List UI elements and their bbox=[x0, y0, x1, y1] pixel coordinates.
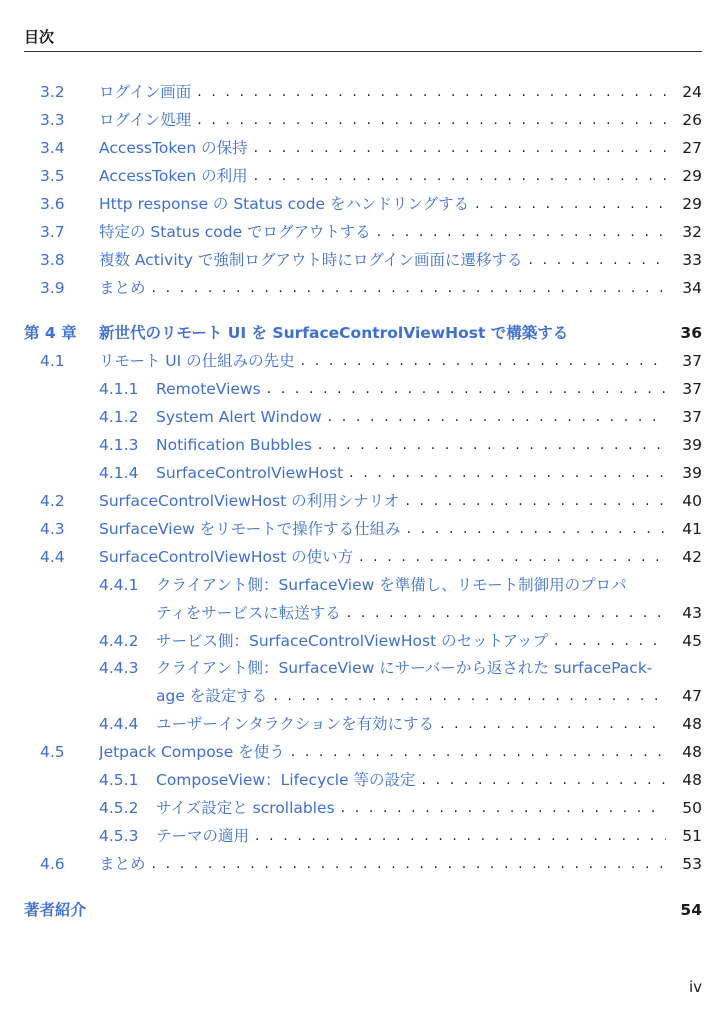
toc-entry-4-3[interactable] bbox=[0, 515, 724, 543]
leader-dots bbox=[152, 850, 666, 878]
toc-number: 3.2 bbox=[40, 83, 65, 101]
chapter-title[interactable]: 著者紹介 bbox=[24, 901, 87, 919]
toc-entry-3-5[interactable] bbox=[0, 162, 724, 190]
toc-title[interactable]: テーマの適用 bbox=[156, 827, 250, 845]
toc-title[interactable]: RemoteViews bbox=[156, 380, 261, 398]
toc-entry-3-2[interactable] bbox=[0, 78, 724, 106]
toc-entry-4-1-3[interactable] bbox=[0, 431, 724, 459]
toc-title[interactable]: Http response の Status code をハンドリングする bbox=[99, 195, 470, 213]
leader-dots bbox=[328, 403, 666, 431]
toc-entry-4-1[interactable] bbox=[0, 347, 724, 375]
toc-number: 3.4 bbox=[40, 139, 65, 157]
toc-page: 54 bbox=[680, 901, 702, 919]
toc-page: 33 bbox=[682, 251, 702, 269]
toc-page: 37 bbox=[682, 408, 702, 426]
toc-number: 4.4.3 bbox=[99, 659, 139, 677]
toc-title[interactable]: まとめ bbox=[99, 855, 146, 873]
leader-dots bbox=[291, 738, 666, 766]
toc-page: 45 bbox=[682, 632, 702, 650]
leader-dots bbox=[405, 487, 666, 515]
toc-number: 4.3 bbox=[40, 520, 65, 538]
toc-entry-4-5-3[interactable] bbox=[0, 822, 724, 850]
toc-title[interactable]: SurfaceControlViewHost の使い方 bbox=[99, 548, 354, 566]
toc-page: 39 bbox=[682, 436, 702, 454]
toc-title-cont[interactable]: age を設定する bbox=[156, 687, 268, 705]
leader-dots bbox=[197, 78, 666, 106]
toc-entry-3-3[interactable] bbox=[0, 106, 724, 134]
toc-chapter-4[interactable] bbox=[0, 319, 724, 347]
leader-dots bbox=[422, 766, 666, 794]
leader-dots bbox=[440, 710, 666, 738]
toc-number: 3.6 bbox=[40, 195, 65, 213]
toc-entry-4-4-2[interactable] bbox=[0, 627, 724, 655]
toc-number: 4.1 bbox=[40, 352, 65, 370]
toc-page: 37 bbox=[682, 352, 702, 370]
toc-number: 3.9 bbox=[40, 279, 65, 297]
leader-dots bbox=[197, 106, 666, 134]
toc-page: 41 bbox=[682, 520, 702, 538]
leader-dots bbox=[554, 627, 666, 655]
toc-title[interactable]: 特定の Status code でログアウトする bbox=[99, 223, 371, 241]
toc-entry-4-5-2[interactable] bbox=[0, 794, 724, 822]
leader-dots bbox=[301, 347, 666, 375]
toc-number: 4.5 bbox=[40, 743, 65, 761]
toc-title[interactable]: ユーザーインタラクションを有効にする bbox=[156, 715, 435, 733]
toc-number: 3.7 bbox=[40, 223, 65, 241]
leader-dots bbox=[273, 682, 666, 710]
toc-number: 4.5.2 bbox=[99, 799, 139, 817]
toc-entry-3-4[interactable] bbox=[0, 134, 724, 162]
toc-page: 27 bbox=[682, 139, 702, 157]
toc-title[interactable]: AccessToken の利用 bbox=[99, 167, 248, 185]
leader-dots bbox=[475, 190, 666, 218]
toc-entry-4-1-4[interactable] bbox=[0, 459, 724, 487]
toc-page: 43 bbox=[682, 604, 702, 622]
toc-entry-4-4[interactable] bbox=[0, 543, 724, 571]
toc-title[interactable]: サービス側：SurfaceControlViewHost のセットアップ bbox=[156, 632, 549, 650]
toc-page: 29 bbox=[682, 195, 702, 213]
leader-dots bbox=[377, 218, 666, 246]
toc-title[interactable]: リモート UI の仕組みの先史 bbox=[99, 352, 295, 370]
toc-page: 36 bbox=[680, 324, 702, 342]
leader-dots bbox=[359, 543, 666, 571]
leader-dots bbox=[407, 515, 666, 543]
toc-number: 4.1.1 bbox=[99, 380, 139, 398]
leader-dots bbox=[267, 375, 666, 403]
toc-title[interactable]: 複数 Activity で強制ログアウト時にログイン画面に遷移する bbox=[99, 251, 523, 269]
toc-title[interactable]: ComposeView：Lifecycle 等の設定 bbox=[156, 771, 416, 789]
toc-number: 4.1.4 bbox=[99, 464, 139, 482]
toc-title[interactable]: AccessToken の保持 bbox=[99, 139, 248, 157]
toc-entry-3-7[interactable] bbox=[0, 218, 724, 246]
toc-number: 3.8 bbox=[40, 251, 65, 269]
leader-dots bbox=[349, 459, 666, 487]
toc-entry-4-4-4[interactable] bbox=[0, 710, 724, 738]
header-rule bbox=[24, 51, 702, 52]
toc-title[interactable]: SurfaceControlViewHost の利用シナリオ bbox=[99, 492, 400, 510]
toc-page: 48 bbox=[682, 715, 702, 733]
toc-number: 3.5 bbox=[40, 167, 65, 185]
leader-dots bbox=[255, 822, 666, 850]
toc-entry-4-4-1[interactable] bbox=[0, 571, 724, 599]
toc-number: 4.5.3 bbox=[99, 827, 139, 845]
toc-title[interactable]: まとめ bbox=[99, 279, 146, 297]
toc-page: 29 bbox=[682, 167, 702, 185]
toc-entry-4-5-1[interactable] bbox=[0, 766, 724, 794]
toc-title-cont[interactable]: ティをサービスに転送する bbox=[156, 604, 341, 622]
chapter-title[interactable]: 新世代のリモート UI を SurfaceControlViewHost で構築する bbox=[99, 324, 569, 342]
toc-entry-3-6[interactable] bbox=[0, 190, 724, 218]
toc-entry-4-2[interactable] bbox=[0, 487, 724, 515]
chapter-number: 第 4 章 bbox=[24, 324, 77, 342]
toc-page: 51 bbox=[682, 827, 702, 845]
toc-page: 32 bbox=[682, 223, 702, 241]
page-number: iv bbox=[688, 978, 702, 996]
toc-page: 50 bbox=[682, 799, 702, 817]
toc-title[interactable]: クライアント側：SurfaceView にサーバーから返された surfacePack- bbox=[156, 659, 653, 677]
toc-entry-3-9[interactable] bbox=[0, 274, 724, 302]
toc-entry-4-1-1[interactable] bbox=[0, 375, 724, 403]
leader-dots bbox=[254, 134, 666, 162]
page-title: 目次 bbox=[24, 28, 55, 46]
toc-entry-4-4-3[interactable] bbox=[0, 654, 724, 682]
toc-page: 39 bbox=[682, 464, 702, 482]
toc-entry-4-4-1-cont[interactable] bbox=[0, 599, 724, 627]
toc-number: 4.4 bbox=[40, 548, 65, 566]
toc-page: 48 bbox=[682, 771, 702, 789]
toc-title[interactable]: サイズ設定と scrollables bbox=[156, 799, 335, 817]
toc-entry-3-8[interactable] bbox=[0, 246, 724, 274]
toc-number: 4.2 bbox=[40, 492, 65, 510]
toc-number: 4.6 bbox=[40, 855, 65, 873]
leader-dots bbox=[254, 162, 666, 190]
toc-title[interactable]: ログイン画面 bbox=[99, 83, 192, 101]
toc-page: 37 bbox=[682, 380, 702, 398]
toc-number: 4.4.2 bbox=[99, 632, 139, 650]
leader-dots bbox=[341, 794, 666, 822]
toc-number: 4.5.1 bbox=[99, 771, 139, 789]
leader-dots bbox=[318, 431, 666, 459]
toc-page: 48 bbox=[682, 743, 702, 761]
toc-title[interactable]: ログイン処理 bbox=[99, 111, 192, 129]
toc-page: 53 bbox=[682, 855, 702, 873]
toc-entry-4-4-3-cont[interactable] bbox=[0, 682, 724, 710]
toc-number: 3.3 bbox=[40, 111, 65, 129]
leader-dots bbox=[529, 246, 666, 274]
toc-title[interactable]: SurfaceControlViewHost bbox=[156, 464, 344, 482]
toc-entry-4-1-2[interactable] bbox=[0, 403, 724, 431]
leader-dots bbox=[152, 274, 666, 302]
toc-page: 24 bbox=[682, 83, 702, 101]
toc-page: 42 bbox=[682, 548, 702, 566]
toc-title[interactable]: SurfaceView をリモートで操作する仕組み bbox=[99, 520, 401, 538]
toc-title[interactable]: Jetpack Compose を使う bbox=[99, 743, 285, 761]
toc-number: 4.1.3 bbox=[99, 436, 139, 454]
toc-number: 4.1.2 bbox=[99, 408, 139, 426]
toc-number: 4.4.1 bbox=[99, 576, 139, 594]
toc-page: 40 bbox=[682, 492, 702, 510]
toc-author-intro[interactable] bbox=[0, 896, 724, 924]
toc-page: 34 bbox=[682, 279, 702, 297]
toc-title[interactable]: クライアント側：SurfaceView を準備し、リモート制御用のプロパ bbox=[156, 576, 627, 594]
toc-page: 47 bbox=[682, 687, 702, 705]
leader-dots bbox=[347, 599, 666, 627]
toc-title[interactable]: System Alert Window bbox=[156, 408, 322, 426]
toc-title[interactable]: Notification Bubbles bbox=[156, 436, 312, 454]
toc-number: 4.4.4 bbox=[99, 715, 139, 733]
toc-page: 26 bbox=[682, 111, 702, 129]
toc-entry-4-6[interactable] bbox=[0, 850, 724, 878]
toc-entry-4-5[interactable] bbox=[0, 738, 724, 766]
